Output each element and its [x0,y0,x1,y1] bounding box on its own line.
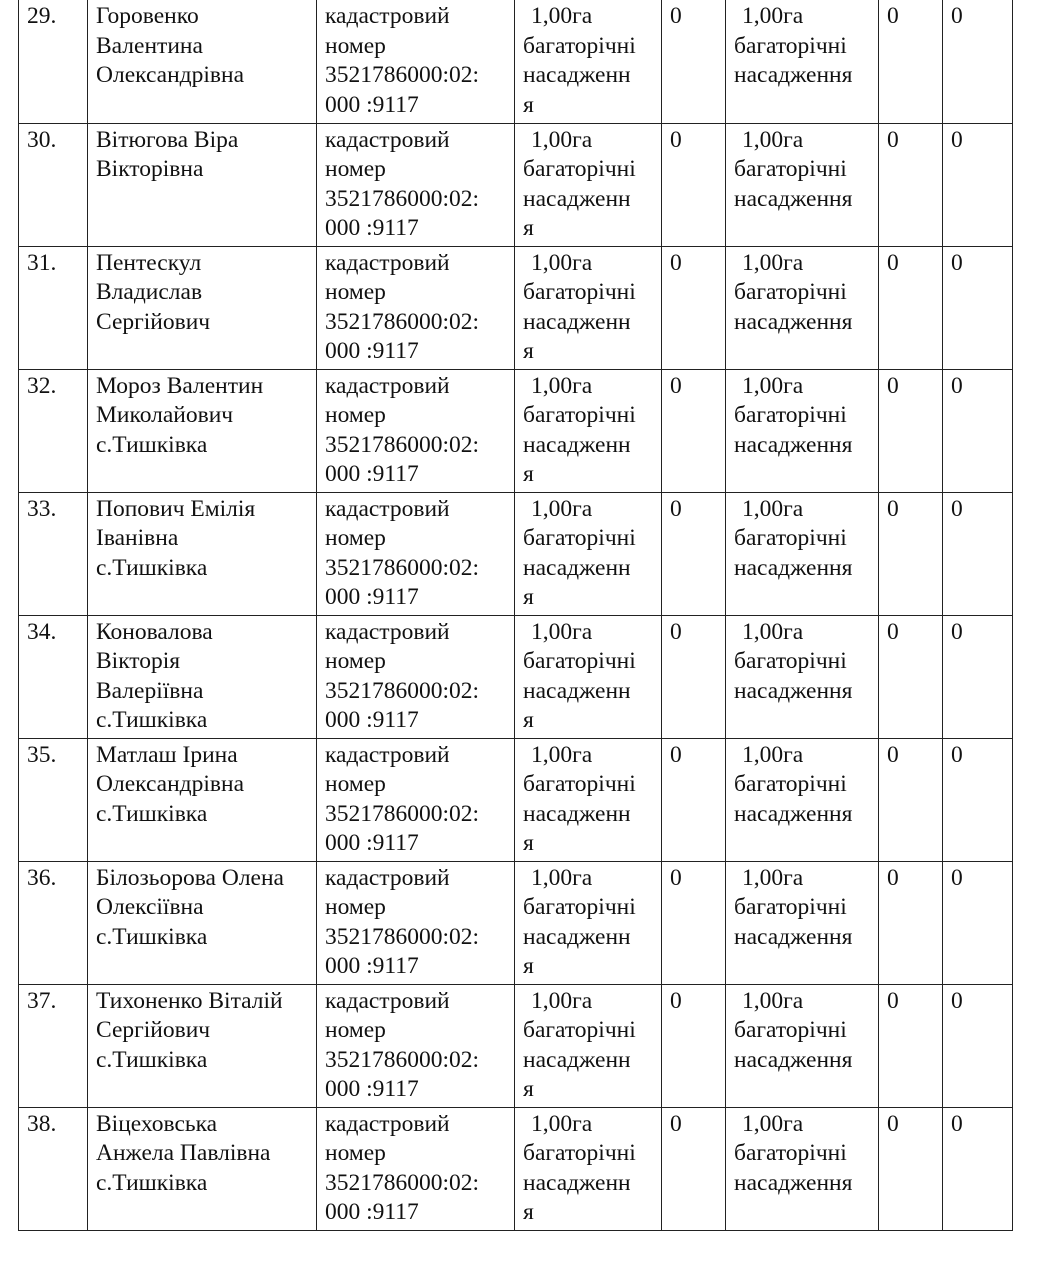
area-total-cell-line: багаторічні [734,1140,847,1166]
owner-name-cell-line: Коновалова [96,618,213,645]
owner-name-cell-line: Владислав [96,279,203,305]
owner-name-cell [88,123,317,246]
area-total-cell-line: 1,00га [742,3,804,29]
owner-name-cell [88,369,317,492]
cadastral-number-cell-line: номер [325,402,386,428]
owner-name-cell [88,492,317,615]
row-number-cell: 31. [19,246,88,369]
owner-name-cell [88,984,317,1107]
table-row [19,738,1013,861]
area-cell-line: багаторічні [523,1017,636,1043]
table-row [19,246,1013,369]
area-cell-line: 1,00га [531,249,593,276]
owner-name-cell [88,615,317,738]
area-cell [515,738,662,861]
zero-value-cell: 0 [879,861,943,984]
zero-value-cell: 0 [662,861,726,984]
zero-value-cell: 0 [662,738,726,861]
owner-name-cell-line: Іванівна [96,525,179,551]
row-number-cell: 30. [19,123,88,246]
area-total-cell-line: насадження [734,800,853,827]
table-row [19,1107,1013,1230]
area-cell-line: насадженн [523,554,631,581]
area-cell-line: 1,00га [531,372,593,399]
row-number-cell: 32. [19,369,88,492]
owner-name-cell-line: Олексіївна [96,894,204,920]
area-cell-line: я [523,953,534,979]
cadastral-number-cell-line: 000 :9117 [325,707,419,733]
area-cell [515,1107,662,1230]
cadastral-number-cell-line: 3521786000:02: [325,677,480,704]
area-cell [515,246,662,369]
zero-value-cell: 0 [943,246,1013,369]
area-cell-line: багаторічні [523,279,636,305]
area-total-cell-line: насадження [734,62,853,88]
area-total-cell-line: 1,00га [742,372,804,399]
cadastral-number-cell-line: 3521786000:02: [325,1046,480,1073]
area-total-cell-line: багаторічні [734,32,847,59]
row-number-cell: 29. [19,0,88,123]
owner-name-cell-line: Білозьорова Олена [96,864,284,891]
zero-value-cell: 0 [943,123,1013,246]
area-cell-line: насадженн [523,1169,631,1196]
area-total-cell [726,492,879,615]
zero-value-cell: 0 [943,615,1013,738]
zero-value-cell: 0 [943,984,1013,1107]
area-total-cell [726,861,879,984]
owner-name-cell-line: Попович Емілія [96,495,256,522]
cadastral-number-cell-line: кадастровий [325,741,450,768]
table-row [19,861,1013,984]
land-plots-table [18,0,1013,1231]
cadastral-number-cell-line: номер [325,525,386,551]
area-cell-line: насадженн [523,800,631,827]
zero-value-cell: 0 [662,984,726,1107]
row-number-cell: 35. [19,738,88,861]
area-total-cell-line: 1,00га [742,1110,804,1137]
owner-name-cell-line: Мороз Валентин [96,372,264,399]
owner-name-cell [88,0,317,123]
area-cell-line: 1,00га [531,618,593,645]
cadastral-number-cell-line: 000 :9117 [325,215,419,241]
area-cell-line: багаторічні [523,648,636,674]
cadastral-number-cell [317,0,515,123]
row-number-cell: 37. [19,984,88,1107]
owner-name-cell-line: Вікторія [96,648,181,674]
owner-name-cell-line: Олександрівна [96,62,245,88]
area-total-cell-line: насадження [734,431,853,458]
area-total-cell [726,738,879,861]
area-cell-line: я [523,830,534,856]
area-cell-line: 1,00га [531,3,593,29]
area-total-cell-line: багаторічні [734,156,847,182]
table-row [19,369,1013,492]
zero-value-cell: 0 [662,246,726,369]
zero-value-cell: 0 [943,861,1013,984]
cadastral-number-cell-line: 3521786000:02: [325,923,480,950]
cadastral-number-cell-line: 3521786000:02: [325,1169,480,1196]
cadastral-number-cell-line: 000 :9117 [325,91,419,118]
area-total-cell-line: насадження [734,677,853,704]
owner-name-cell-line: Матлаш Ірина [96,741,238,768]
owner-name-cell-line: с.Тишківка [96,923,208,950]
zero-value-cell: 0 [879,615,943,738]
cadastral-number-cell-line: номер [325,771,386,797]
cadastral-number-cell-line: номер [325,279,386,305]
cadastral-number-cell-line: номер [325,894,386,920]
cadastral-number-cell [317,1107,515,1230]
owner-name-cell-line: с.Тишківка [96,1169,208,1196]
zero-value-cell: 0 [662,123,726,246]
area-total-cell [726,984,879,1107]
area-cell-line: насадженн [523,923,631,950]
cadastral-number-cell-line: номер [325,32,386,59]
cadastral-number-cell [317,738,515,861]
area-cell [515,123,662,246]
area-total-cell [726,1107,879,1230]
area-cell-line: я [523,215,534,241]
cadastral-number-cell-line: кадастровий [325,126,450,153]
area-total-cell-line: насадження [734,1046,853,1073]
area-total-cell-line: 1,00га [742,249,804,276]
area-cell-line: 1,00га [531,741,593,768]
zero-value-cell: 0 [662,369,726,492]
cadastral-number-cell-line: 3521786000:02: [325,62,480,88]
cadastral-number-cell [317,984,515,1107]
area-total-cell-line: багаторічні [734,1017,847,1043]
zero-value-cell: 0 [879,123,943,246]
cadastral-number-cell-line: 000 :9117 [325,1076,419,1102]
area-cell-line: 1,00га [531,126,593,153]
area-total-cell [726,246,879,369]
owner-name-cell-line: Віцеховська [96,1110,218,1137]
area-total-cell-line: багаторічні [734,771,847,797]
area-total-cell-line: насадження [734,185,853,212]
cadastral-number-cell [317,861,515,984]
owner-name-cell [88,246,317,369]
area-total-cell [726,615,879,738]
cadastral-number-cell-line: 3521786000:02: [325,308,480,335]
zero-value-cell: 0 [662,1107,726,1230]
zero-value-cell: 0 [879,246,943,369]
zero-value-cell: 0 [879,1107,943,1230]
owner-name-cell [88,738,317,861]
owner-name-cell-line: Анжела Павлівна [96,1140,271,1166]
owner-name-cell-line: с.Тишківка [96,554,208,581]
area-total-cell-line: 1,00га [742,618,804,645]
area-cell-line: багаторічні [523,402,636,428]
cadastral-number-cell [317,246,515,369]
cadastral-number-cell-line: кадастровий [325,495,450,522]
area-total-cell-line: багаторічні [734,894,847,920]
area-cell-line: я [523,584,534,610]
table-row [19,984,1013,1107]
area-cell-line: я [523,1076,534,1102]
table-row [19,492,1013,615]
cadastral-number-cell-line: кадастровий [325,618,450,645]
area-total-cell [726,123,879,246]
cadastral-number-cell-line: кадастровий [325,3,450,29]
area-total-cell-line: 1,00га [742,495,804,522]
area-cell-line: багаторічні [523,771,636,797]
table-row [19,123,1013,246]
owner-name-cell-line: с.Тишківка [96,431,208,458]
cadastral-number-cell-line: 000 :9117 [325,1199,419,1225]
cadastral-number-cell-line: 000 :9117 [325,461,419,487]
area-total-cell-line: 1,00га [742,864,804,891]
cadastral-number-cell-line: кадастровий [325,1110,450,1137]
area-cell [515,984,662,1107]
owner-name-cell-line: Пентескул [96,249,202,276]
zero-value-cell: 0 [879,0,943,123]
area-cell-line: я [523,461,534,487]
area-cell-line: 1,00га [531,495,593,522]
area-cell-line: насадженн [523,185,631,212]
zero-value-cell: 0 [943,492,1013,615]
area-cell-line: багаторічні [523,894,636,920]
area-cell-line: насадженн [523,431,631,458]
cadastral-number-cell-line: кадастровий [325,987,450,1014]
cadastral-number-cell-line: кадастровий [325,249,450,276]
area-cell-line: насадженн [523,308,631,335]
zero-value-cell: 0 [943,0,1013,123]
area-cell-line: я [523,338,534,364]
owner-name-cell-line: Вітюгова Віра [96,126,239,153]
zero-value-cell: 0 [662,615,726,738]
area-cell-line: 1,00га [531,864,593,891]
cadastral-number-cell-line: номер [325,1017,386,1043]
table-row [19,615,1013,738]
owner-name-cell [88,1107,317,1230]
row-number-cell: 38. [19,1107,88,1230]
area-total-cell-line: насадження [734,308,853,335]
table-body [19,0,1013,1230]
area-cell-line: 1,00га [531,1110,593,1137]
area-total-cell-line: насадження [734,554,853,581]
row-number-cell: 34. [19,615,88,738]
area-cell-line: багаторічні [523,525,636,551]
owner-name-cell-line: Сергійович [96,1017,211,1043]
cadastral-number-cell-line: 3521786000:02: [325,431,480,458]
cadastral-number-cell [317,615,515,738]
area-total-cell-line: насадження [734,923,853,950]
owner-name-cell-line: Горовенко [96,3,199,29]
area-cell-line: насадженн [523,677,631,704]
area-cell-line: я [523,91,534,118]
cadastral-number-cell-line: 000 :9117 [325,953,419,979]
row-number-cell: 33. [19,492,88,615]
area-cell-line: насадженн [523,1046,631,1073]
cadastral-number-cell-line: 3521786000:02: [325,554,480,581]
cadastral-number-cell-line: 000 :9117 [325,584,419,610]
owner-name-cell-line: Олександрівна [96,771,245,797]
cadastral-number-cell-line: номер [325,648,386,674]
area-total-cell-line: багаторічні [734,648,847,674]
area-total-cell-line: 1,00га [742,741,804,768]
area-total-cell-line: багаторічні [734,402,847,428]
cadastral-number-cell-line: номер [325,1140,386,1166]
area-cell [515,369,662,492]
zero-value-cell: 0 [943,1107,1013,1230]
owner-name-cell-line: Сергійович [96,308,211,335]
cadastral-number-cell-line: номер [325,156,386,182]
area-total-cell-line: багаторічні [734,525,847,551]
owner-name-cell-line: Вікторівна [96,156,204,182]
zero-value-cell: 0 [662,492,726,615]
zero-value-cell: 0 [879,369,943,492]
cadastral-number-cell-line: 3521786000:02: [325,185,480,212]
owner-name-cell-line: Миколайович [96,402,234,428]
row-number-cell: 36. [19,861,88,984]
owner-name-cell-line: Валеріївна [96,677,204,704]
zero-value-cell: 0 [943,369,1013,492]
cadastral-number-cell-line: 000 :9117 [325,830,419,856]
area-cell [515,861,662,984]
zero-value-cell: 0 [879,984,943,1107]
zero-value-cell: 0 [879,492,943,615]
area-total-cell-line: 1,00га [742,126,804,153]
zero-value-cell: 0 [943,738,1013,861]
cadastral-number-cell-line: 000 :9117 [325,338,419,364]
table-row [19,0,1013,123]
zero-value-cell: 0 [662,0,726,123]
owner-name-cell-line: с.Тишківка [96,1046,208,1073]
area-cell-line: багаторічні [523,32,636,59]
cadastral-number-cell-line: кадастровий [325,864,450,891]
cadastral-number-cell-line: кадастровий [325,372,450,399]
area-cell [515,492,662,615]
area-cell-line: багаторічні [523,1140,636,1166]
cadastral-number-cell-line: 3521786000:02: [325,800,480,827]
owner-name-cell-line: Тихоненко Віталій [96,987,283,1014]
area-cell [515,615,662,738]
cadastral-number-cell [317,369,515,492]
owner-name-cell-line: Валентина [96,32,203,59]
owner-name-cell-line: с.Тишківка [96,707,208,733]
area-cell-line: 1,00га [531,987,593,1014]
owner-name-cell-line: с.Тишківка [96,800,208,827]
area-total-cell-line: насадження [734,1169,853,1196]
owner-name-cell [88,861,317,984]
area-total-cell [726,0,879,123]
area-cell-line: я [523,707,534,733]
zero-value-cell: 0 [879,738,943,861]
area-cell-line: я [523,1199,534,1225]
area-total-cell-line: багаторічні [734,279,847,305]
cadastral-number-cell [317,492,515,615]
area-cell [515,0,662,123]
area-cell-line: насадженн [523,62,631,88]
area-total-cell-line: 1,00га [742,987,804,1014]
area-total-cell [726,369,879,492]
area-cell-line: багаторічні [523,156,636,182]
cadastral-number-cell [317,123,515,246]
